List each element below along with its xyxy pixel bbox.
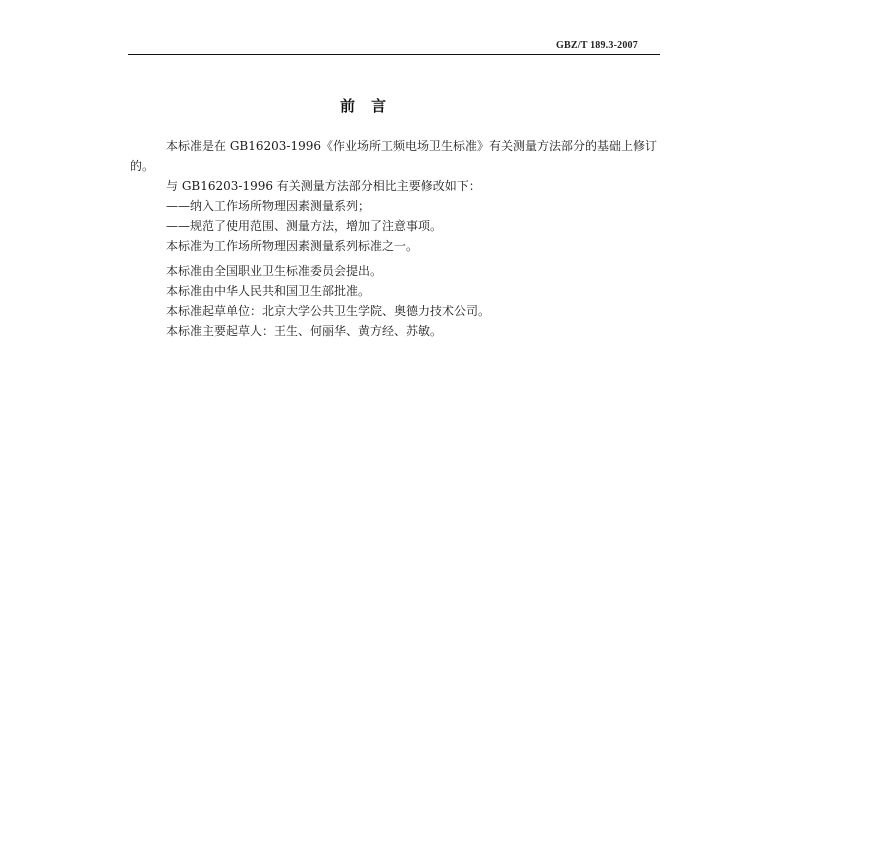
paragraph-approved-by: 本标准由中华人民共和国卫生部批准。	[166, 284, 371, 298]
paragraph-proposed-by: 本标准由全国职业卫生标准委员会提出。	[166, 264, 383, 278]
paragraph-series-note: 本标准为工作场所物理因素测量系列标准之一。	[166, 239, 419, 253]
paragraph-drafting-units: 本标准起草单位：北京大学公共卫生学院、奥德力技术公司。	[166, 304, 491, 318]
foreword-body	[130, 136, 658, 341]
paragraph-drafters: 本标准主要起草人：王生、何丽华、黄方经、苏敏。	[166, 324, 443, 338]
paragraph-changes-intro: 与 GB16203-1996 有关测量方法部分相比主要修改如下：	[166, 179, 481, 193]
document-code: GBZ/T 189.3-2007	[556, 40, 638, 51]
header-divider	[128, 54, 660, 55]
paragraph-revision-basis: 本标准是在 GB16203-1996《作业场所工频电场卫生标准》有关测量方法部分的基础上修订的。	[130, 139, 657, 173]
page-title: 前言	[340, 97, 403, 115]
paragraph-change-item-2: ——规范了使用范围、测量方法，增加了注意事项。	[166, 219, 443, 233]
paragraph-change-item-1: ——纳入工作场所物理因素测量系列；	[166, 199, 371, 213]
